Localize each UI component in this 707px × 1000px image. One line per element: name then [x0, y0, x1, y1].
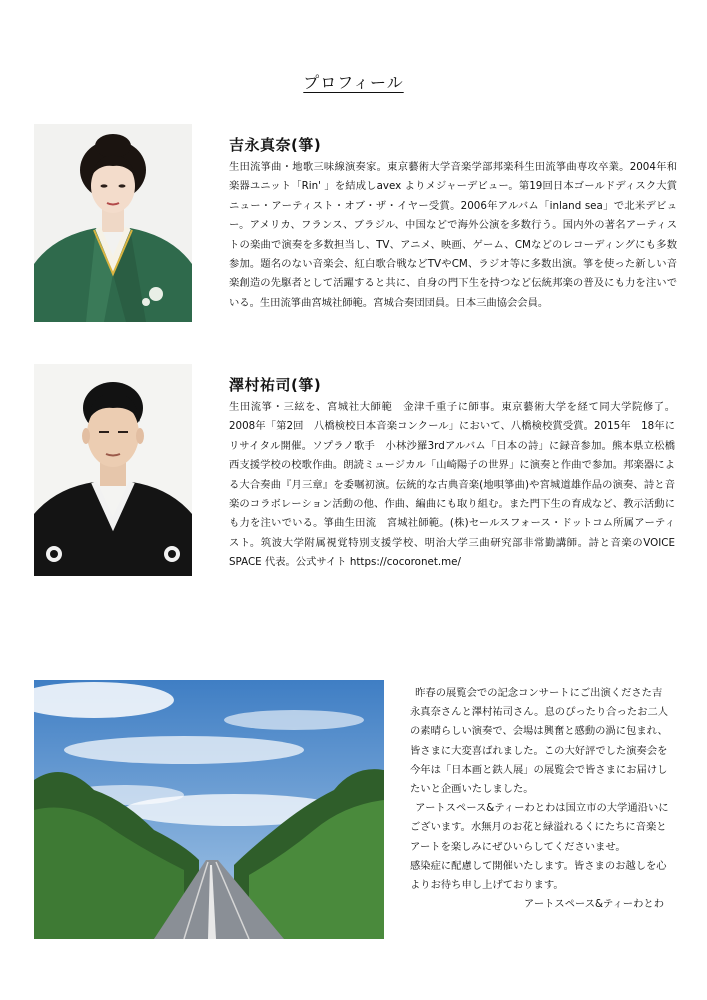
portrait-photo-sawamura: [34, 364, 192, 576]
profile-bio-yoshinaga: 生田流箏曲・地歌三味線演奏家。東京藝術大学音楽学部邦楽科生田流箏曲専攻卒業。2004年和楽器ユニット「Rin' 」を結成しavex よりメジャーデビュー。第19回日本ゴールドディスク大賞 ニュー・アーティスト・オブ・ザ・イヤー受賞。2006年アルバム「inland sea」で北米デビュー。アメリカ、フランス、ブラジル、中国などで海外公演を多数行う。国内外の著名アーティストの楽曲で演奏を多数担当し、TV、アニメ、映画、ゲーム、CMなどのレコーディングにも多数参加。題名のない音楽会、紅白歌合戦などTVやCM、ラジオ等に多数出演。箏を使った新しい音楽創造の先駆者として活躍すると共に、自身の門下生を持つなど伝統邦楽の普及にも力を注いでいる。生田流箏曲宮城社師範。宮城合奏団団員。日本三曲協会会員。: [229, 161, 677, 309]
notice-paragraph-3: 感染症に配慮して開催いたします。皆さまのお越しを心よりお待ち申し上げております。: [410, 859, 667, 892]
notice-paragraph-2: アートスペース&ティーわとわは国立市の大学通沿いにございます。水無月のお花と緑溢れるくにたちに音楽とアートを楽しみにぜひいらしてくださいませ。: [410, 802, 669, 853]
notice-signature: アートスペース&ティーわとわ: [523, 898, 664, 911]
notice-paragraph-1: 昨春の展覧会での記念コンサートにご出演くださた吉永真奈さんと澤村祐司さん。息のぴったり合ったお二人の素晴らしい演奏で、会場は興奮と感動の渦に包まれ、皆さまに大変喜ばれました。この大好評でした演奏会を今年は「日本画と鉄人展」の展覧会で皆さまにお届けしたいと企画いたしました。: [410, 687, 669, 796]
page-title: プロフィール: [303, 73, 404, 92]
portrait-photo-yoshinaga: [34, 124, 192, 322]
street-photo: [34, 680, 384, 939]
profile-name-yoshinaga: 吉永真奈(箏): [229, 136, 322, 154]
profile-name-sawamura: 澤村祐司(箏): [229, 376, 322, 394]
event-notice: [410, 684, 672, 914]
profile-bio-sawamura: 生田流箏・三絃を、宮城社大師範 金津千重子に師事。東京藝術大学を経て同大学院修了。2008年「第2回 八橋検校日本音楽コンクール」において、八橋検校賞受賞。2015年 18年にリサイタル開催。ソプラノ歌手 小林沙羅3rdアルバム「日本の詩」に録音参加。熊本県立松橋西支援学校の校歌作曲。朗読ミュージカル「山崎陽子の世界」に演奏と作曲で参加。邦楽器による大合奏曲『月三章』を委嘱初演。伝統的な古典音楽(地唄箏曲)や宮城道雄作品の演奏、詩と音楽のコラボレーション活動の他、作曲、編曲にも取り組む。また門下生の育成など、教示活動にも力を注いでいる。箏曲生田流 宮城社師範。(株)セールスフォース・ドットコム所属アーティスト。筑波大学附属視覚特別支援学校、明治大学三曲研究部非常勤講師。詩と音楽のVOICE SPACE 代表。公式サイト https://cocoronet.me/: [229, 401, 675, 569]
